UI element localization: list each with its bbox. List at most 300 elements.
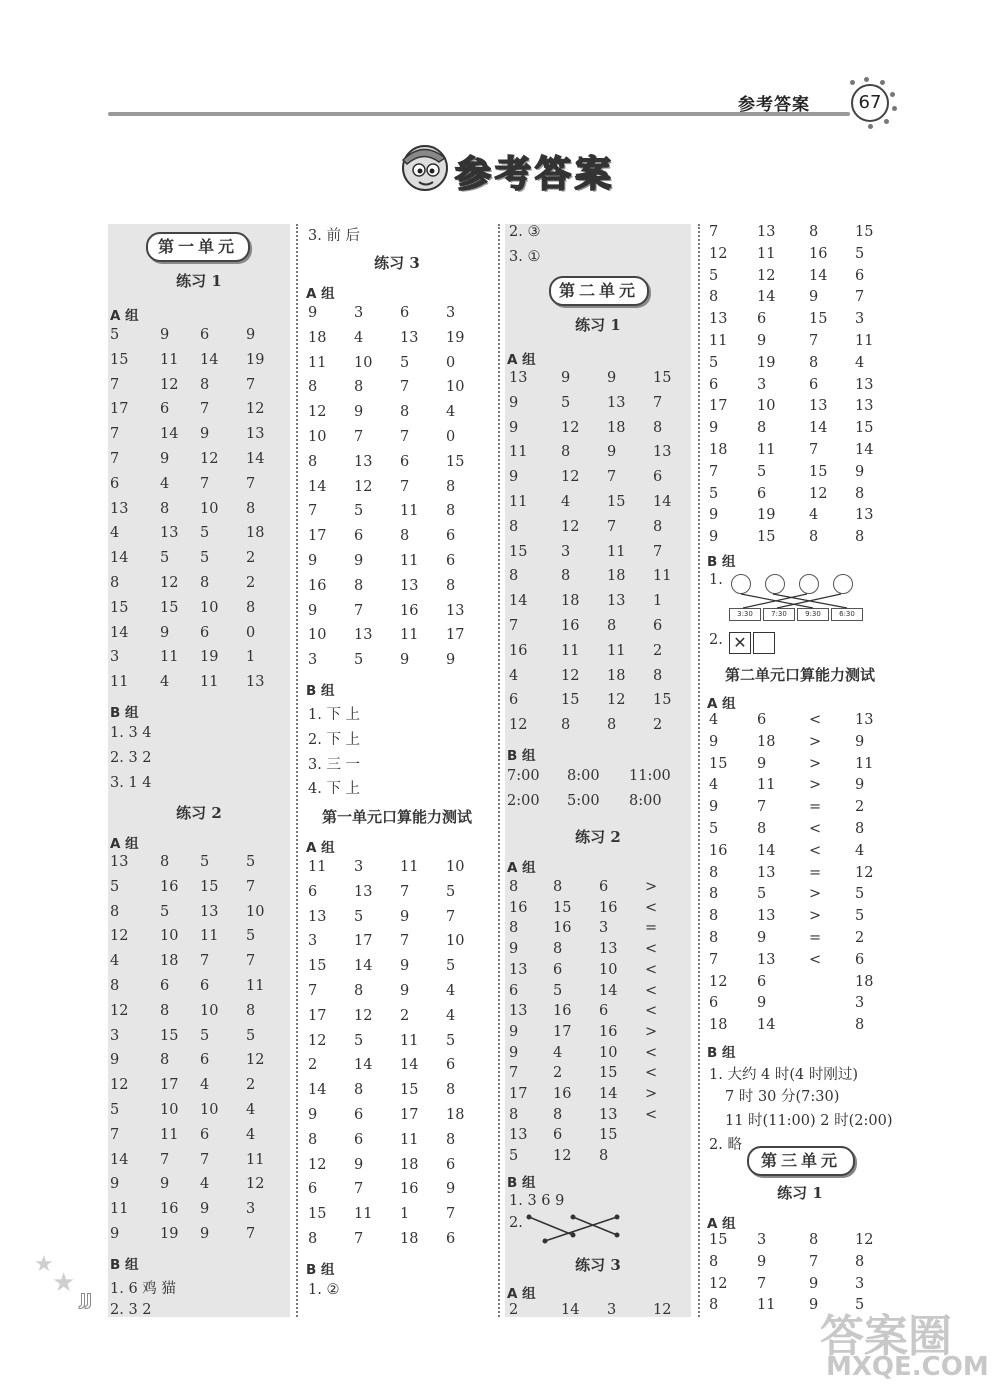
- group-label: B 组: [707, 554, 736, 570]
- answer-cell: 4: [553, 1044, 563, 1061]
- answer-cell: 18: [400, 1231, 419, 1247]
- answer-cell: 9: [709, 420, 719, 437]
- answer-cell: 11: [400, 503, 419, 520]
- answer-cell: 6: [200, 1126, 210, 1143]
- answer-cell: 8: [709, 886, 719, 903]
- answer-cell: 9: [607, 444, 617, 461]
- answer-line: 3. 前 后: [308, 228, 361, 244]
- answer-cell: 7: [110, 426, 120, 443]
- answer-cell: 14: [354, 1057, 373, 1074]
- answer-cell: 3: [354, 859, 364, 875]
- answer-cell: 6: [599, 1003, 609, 1020]
- answer-cell: 6: [855, 267, 865, 284]
- exercise-title: 第二单元口算能力测试: [724, 666, 875, 684]
- answer-cell: 18: [709, 442, 728, 458]
- answer-cell: 8: [246, 599, 256, 616]
- answer-cell: 11: [400, 1131, 419, 1148]
- answer-cell: 9: [354, 404, 364, 421]
- answer-cell: 8: [709, 1253, 719, 1270]
- answer-cell: 4: [446, 983, 456, 999]
- page-number: 67: [851, 84, 889, 122]
- answer-cell: 11: [757, 442, 776, 458]
- answer-cell: 15: [709, 755, 728, 772]
- answer-cell: 8: [446, 1082, 456, 1099]
- answer-cell: 15: [110, 351, 129, 368]
- answer-cell: 5: [855, 1297, 865, 1314]
- answer-cell: 13: [110, 500, 129, 517]
- answer-cell: 4: [246, 1126, 256, 1143]
- answer-cell: 6: [160, 978, 170, 994]
- answer-cell: 14: [599, 1086, 618, 1102]
- answer-cell: 14: [653, 494, 672, 510]
- answer-cell: 19: [446, 329, 465, 346]
- answer-cell: 5: [110, 1102, 120, 1118]
- answer-cell: 6: [400, 305, 410, 321]
- answer-cell: 10: [160, 928, 179, 945]
- answer-cell: 1: [653, 593, 663, 610]
- answer-cell: 17: [160, 1077, 179, 1094]
- answer-cell: 7: [400, 429, 410, 445]
- answer-cell: 11:00: [629, 768, 671, 784]
- answer-cell: 13: [446, 602, 465, 619]
- answer-cell: 7: [757, 799, 767, 816]
- answer-cell: 15: [160, 1027, 179, 1044]
- answer-cell: 12: [246, 401, 265, 418]
- answer-cell: 5: [709, 267, 719, 284]
- answer-cell: 5: [709, 354, 719, 371]
- answer-cell: 15: [599, 1065, 618, 1082]
- answer-cell: 13: [653, 444, 672, 461]
- answer-cell: 17: [709, 398, 728, 415]
- answer-cell: 5: [246, 928, 256, 945]
- answer-cell: 13: [400, 577, 419, 594]
- group-label: A 组: [707, 1216, 736, 1232]
- answer-cell: <: [645, 941, 658, 958]
- answer-line: 1. ②: [308, 1281, 340, 1298]
- answer-cell: 11: [400, 1032, 419, 1049]
- answer-cell: 3: [446, 305, 456, 321]
- answer-cell: 6: [509, 692, 519, 709]
- answer-cell: >: [645, 879, 658, 895]
- answer-cell: 9: [354, 1156, 364, 1173]
- answer-cell: 2:00: [507, 792, 540, 809]
- answer-cell: >: [809, 777, 822, 794]
- answer-line: 1. 3 4: [110, 725, 152, 741]
- answer-cell: 18: [607, 568, 626, 585]
- answer-cell: 9: [607, 370, 617, 386]
- answer-cell: 8: [653, 419, 663, 436]
- answer-line: 1.: [709, 572, 723, 588]
- answer-cell: 12: [354, 478, 373, 495]
- answer-cell: 3: [599, 920, 609, 937]
- answer-cell: 13: [855, 376, 874, 393]
- answer-cell: 7: [246, 475, 256, 492]
- answer-cell: 6: [446, 1057, 456, 1074]
- answer-cell: 7: [855, 289, 865, 306]
- answer-cell: 9: [400, 958, 410, 975]
- answer-cell: 7: [709, 463, 719, 480]
- answer-cell: 14: [809, 267, 828, 284]
- answer-cell: 5: [354, 1032, 364, 1049]
- answer-cell: 16: [553, 1086, 572, 1102]
- answer-cell: 3: [110, 1027, 120, 1044]
- column-divider: [296, 224, 298, 1317]
- answer-cell: 12: [110, 1002, 129, 1019]
- unit-heading: 第一单元: [146, 232, 250, 262]
- answer-cell: >: [645, 1023, 658, 1040]
- answer-cell: 19: [160, 1226, 179, 1242]
- answer-cell: 18: [855, 973, 874, 990]
- answer-cell: 5: [446, 1032, 456, 1049]
- answer-cell: 12: [160, 376, 179, 393]
- answer-cell: 7: [246, 953, 256, 970]
- answer-cell: 18: [446, 1107, 465, 1123]
- answer-cell: 5: [757, 463, 767, 480]
- answer-cell: 13: [855, 712, 874, 728]
- answer-cell: 7: [110, 451, 120, 467]
- answer-cell: 16: [709, 842, 728, 859]
- answer-cell: 13: [246, 426, 265, 443]
- answer-cell: 2: [553, 1065, 563, 1082]
- answer-cell: 5: [553, 982, 563, 999]
- answer-cell: 0: [446, 429, 456, 445]
- answer-cell: 11: [246, 978, 265, 994]
- answer-cell: 15: [653, 692, 672, 709]
- answer-cell: 15: [308, 958, 327, 975]
- answer-line: 1. 6 鸡 猫: [110, 1280, 176, 1297]
- answer-cell: 2: [653, 717, 663, 734]
- answer-cell: 8: [246, 500, 256, 517]
- answer-cell: 9: [308, 553, 318, 569]
- answer-cell: 14: [308, 478, 327, 495]
- answer-cell: 5: [354, 908, 364, 925]
- answer-cell: 7: [400, 478, 410, 495]
- answer-cell: 8: [809, 224, 819, 240]
- answer-cell: 13: [509, 370, 528, 386]
- clock-time-box: 7:30: [763, 608, 795, 621]
- answer-cell: >: [809, 755, 822, 772]
- answer-cell: 1: [400, 1206, 410, 1223]
- answer-cell: 18: [400, 1156, 419, 1173]
- group-label: B 组: [306, 683, 335, 699]
- answer-cell: 5: [446, 883, 456, 900]
- answer-cell: 11: [855, 333, 874, 349]
- answer-cell: 9: [855, 733, 865, 750]
- answer-cell: 12: [110, 1077, 129, 1094]
- answer-cell: 8: [607, 717, 617, 734]
- answer-cell: 3: [855, 995, 865, 1012]
- answer-cell: 16: [160, 1201, 179, 1218]
- answer-cell: 5: [160, 903, 170, 920]
- answer-cell: 8: [809, 529, 819, 546]
- answer-cell: 5: [709, 821, 719, 837]
- answer-cell: 12: [607, 692, 626, 709]
- answer-cell: 6: [653, 469, 663, 486]
- answer-cell: 8: [855, 485, 865, 502]
- answer-cell: 5: [509, 1148, 519, 1165]
- answer-cell: 8: [653, 518, 663, 535]
- answer-cell: 8: [110, 903, 120, 920]
- answer-cell: 11: [509, 494, 528, 510]
- answer-cell: 14: [110, 624, 129, 641]
- answer-cell: 9: [160, 1176, 170, 1193]
- answer-cell: 8: [354, 379, 364, 396]
- answer-cell: 7: [308, 503, 318, 520]
- answer-cell: 19: [757, 507, 776, 524]
- answer-cell: 14: [809, 420, 828, 437]
- answer-cell: 7: [354, 1231, 364, 1247]
- answer-cell: 4: [855, 842, 865, 859]
- answer-cell: 9: [509, 394, 519, 411]
- answer-cell: 9: [709, 529, 719, 546]
- answer-cell: 7: [160, 1151, 170, 1168]
- answer-cell: 8: [354, 577, 364, 594]
- answer-cell: 12: [809, 485, 828, 502]
- answer-cell: 5: [246, 1027, 256, 1044]
- answer-line: 3. 1 4: [110, 774, 152, 791]
- title-banner: [395, 138, 625, 198]
- answer-cell: 12: [308, 1156, 327, 1173]
- answer-cell: 7: [446, 1206, 456, 1223]
- answer-cell: 8: [855, 821, 865, 837]
- answer-cell: 7: [607, 518, 617, 535]
- answer-cell: 4: [200, 1176, 210, 1193]
- answer-cell: 4: [354, 329, 364, 346]
- answer-cell: 13: [160, 525, 179, 542]
- answer-cell: 9: [509, 1044, 519, 1061]
- answer-cell: 10: [246, 903, 265, 920]
- answer-cell: 7: [308, 983, 318, 999]
- answer-cell: 12: [757, 267, 776, 284]
- answer-cell: 8: [160, 1002, 170, 1019]
- answer-cell: 5: [110, 878, 120, 895]
- answer-cell: 6: [446, 1231, 456, 1247]
- answer-cell: 12: [561, 419, 580, 436]
- answer-cell: 10: [200, 1002, 219, 1019]
- answer-cell: 11: [400, 627, 419, 644]
- answer-cell: <: [809, 951, 822, 968]
- answer-cell: 11: [509, 444, 528, 461]
- answer-cell: 15: [709, 1232, 728, 1248]
- group-label: A 组: [507, 1286, 536, 1302]
- answer-line: 2. 下 上: [308, 731, 361, 748]
- answer-cell: 11: [757, 245, 776, 262]
- answer-cell: 9: [200, 426, 210, 443]
- answer-cell: 6: [446, 1156, 456, 1173]
- answer-cell: 6: [400, 453, 410, 470]
- group-label: A 组: [707, 696, 736, 712]
- answer-cell: 7: [400, 933, 410, 950]
- answer-line: 1. 3 6 9: [509, 1192, 565, 1209]
- answer-cell: 11: [757, 777, 776, 794]
- answer-cell: 14: [757, 842, 776, 859]
- answer-cell: 4: [246, 1102, 256, 1118]
- answer-cell: 2: [855, 799, 865, 816]
- answer-cell: 5: [246, 854, 256, 870]
- answer-cell: 9: [509, 469, 519, 486]
- answer-cell: 9: [308, 1107, 318, 1123]
- clock-time-box: 6:30: [831, 608, 863, 621]
- answer-cell: 11: [709, 333, 728, 349]
- answer-line: 3. ①: [509, 248, 541, 265]
- answer-cell: 14: [561, 1302, 580, 1318]
- answer-cell: 8: [855, 1017, 865, 1034]
- answer-cell: 7: [200, 401, 210, 418]
- answer-cell: 5: [757, 886, 767, 903]
- answer-cell: 6: [553, 961, 563, 978]
- answer-cell: 9: [855, 777, 865, 794]
- answer-cell: 16: [308, 577, 327, 594]
- answer-cell: 5: [400, 354, 410, 371]
- answer-cell: 15: [308, 1206, 327, 1223]
- answer-cell: 16: [553, 920, 572, 937]
- answer-line: 2. ③: [509, 224, 541, 240]
- answer-cell: 5: [709, 485, 719, 502]
- group-label: A 组: [306, 840, 335, 856]
- answer-cell: 8: [561, 568, 571, 585]
- answer-cell: 4: [709, 712, 719, 728]
- answer-cell: 13: [308, 908, 327, 925]
- answer-cell: 12: [709, 973, 728, 990]
- answer-cell: <: [809, 821, 822, 837]
- column-3: [505, 224, 691, 1317]
- answer-cell: 11: [160, 649, 179, 666]
- answer-cell: 8: [553, 1106, 563, 1123]
- brand-mark: JJ: [80, 1290, 92, 1309]
- answer-cell: 4: [110, 525, 120, 542]
- answer-cell: 13: [400, 329, 419, 346]
- answer-cell: =: [645, 920, 658, 937]
- answer-cell: 8: [709, 864, 719, 881]
- answer-cell: 4: [160, 475, 170, 492]
- answer-cell: >: [809, 908, 822, 925]
- answer-cell: 14: [160, 426, 179, 443]
- answer-cell: 10: [354, 354, 373, 371]
- answer-cell: 11: [308, 859, 327, 875]
- answer-cell: 4: [110, 953, 120, 970]
- answer-cell: 6: [757, 973, 767, 990]
- answer-cell: 10: [446, 933, 465, 950]
- exercise-title: 第一单元口算能力测试: [321, 808, 472, 826]
- answer-cell: 16: [809, 245, 828, 262]
- answer-cell: 7: [354, 429, 364, 445]
- answer-cell: 10: [446, 859, 465, 875]
- group-label: A 组: [507, 860, 536, 876]
- answer-cell: 11: [110, 1201, 129, 1218]
- answer-line: 2. 3 2: [110, 1301, 152, 1318]
- unit-heading: 第三单元: [747, 1146, 855, 1176]
- answer-cell: 6: [553, 1127, 563, 1144]
- answer-cell: 13: [757, 224, 776, 240]
- answer-cell: 8: [400, 528, 410, 545]
- answer-cell: 8: [308, 1131, 318, 1148]
- answer-cell: 11: [200, 928, 219, 945]
- answer-cell: 12: [709, 245, 728, 262]
- answer-cell: 17: [446, 627, 465, 644]
- answer-cell: 9: [400, 908, 410, 925]
- unit-heading: 第二单元: [549, 276, 649, 306]
- watermark-url: MXQE.COM: [826, 1352, 989, 1382]
- answer-cell: 11: [200, 674, 219, 691]
- exercise-title: 练习 1: [176, 272, 222, 290]
- answer-cell: 9: [446, 652, 456, 669]
- answer-cell: 3: [855, 311, 865, 328]
- answer-cell: 9: [757, 755, 767, 772]
- answer-line: 2.: [509, 1214, 523, 1231]
- answer-cell: 16: [400, 1181, 419, 1198]
- answer-cell: 11: [855, 755, 874, 772]
- answer-cell: 4: [855, 354, 865, 371]
- answer-cell: 13: [855, 398, 874, 415]
- answer-cell: 7: [509, 1065, 519, 1082]
- answer-cell: 9: [709, 733, 719, 750]
- answer-cell: 7: [809, 333, 819, 349]
- answer-cell: 14: [200, 351, 219, 368]
- column-2: [304, 224, 490, 1317]
- column-1: [108, 224, 290, 1317]
- answer-cell: 8: [200, 575, 210, 591]
- answer-cell: 19: [246, 351, 265, 368]
- answer-cell: 5: [200, 550, 210, 567]
- answer-cell: 13: [246, 674, 265, 691]
- answer-cell: 4: [809, 507, 819, 524]
- answer-cell: 13: [354, 453, 373, 470]
- answer-cell: 8: [809, 1232, 819, 1248]
- answer-cell: 9: [160, 327, 170, 343]
- answer-cell: >: [809, 886, 822, 903]
- answer-cell: 13: [354, 627, 373, 644]
- answer-cell: 15: [446, 453, 465, 470]
- answer-cell: 11: [308, 354, 327, 371]
- answer-cell: 15: [200, 878, 219, 895]
- answer-cell: 8: [446, 1131, 456, 1148]
- answer-cell: 8: [855, 529, 865, 546]
- answer-cell: 16: [509, 642, 528, 659]
- header-label: 参考答案: [738, 95, 810, 115]
- answer-cell: 8: [757, 821, 767, 837]
- answer-cell: >: [645, 1086, 658, 1102]
- answer-cell: 4: [709, 777, 719, 794]
- answer-cell: 17: [400, 1107, 419, 1123]
- answer-cell: 8: [709, 289, 719, 306]
- answer-cell: 16: [160, 878, 179, 895]
- answer-cell: 7: [446, 908, 456, 925]
- answer-cell: 10: [200, 599, 219, 616]
- answer-cell: 9: [757, 1253, 767, 1270]
- answer-cell: 9: [509, 1023, 519, 1040]
- answer-cell: 4: [561, 494, 571, 510]
- answer-cell: 8: [160, 1052, 170, 1069]
- answer-cell: 14: [354, 958, 373, 975]
- answer-cell: 11: [246, 1151, 265, 1168]
- answer-cell: 9: [110, 1052, 120, 1069]
- clock-matching-lines: [729, 591, 879, 611]
- answer-cell: 16: [509, 899, 528, 916]
- answer-cell: 6: [757, 485, 767, 502]
- answer-cell: 9: [809, 1275, 819, 1292]
- answer-cell: 6: [509, 982, 519, 999]
- answer-cell: 18: [246, 525, 265, 542]
- answer-cell: 4: [446, 1007, 456, 1024]
- answer-cell: 12: [308, 1032, 327, 1049]
- answer-cell: 15: [855, 420, 874, 437]
- answer-cell: 10: [160, 1102, 179, 1118]
- answer-cell: 7: [809, 1253, 819, 1270]
- answer-cell: 5: [561, 394, 571, 411]
- answer-cell: 2: [855, 930, 865, 946]
- answer-cell: 6: [200, 327, 210, 343]
- answer-cell: 6: [160, 401, 170, 418]
